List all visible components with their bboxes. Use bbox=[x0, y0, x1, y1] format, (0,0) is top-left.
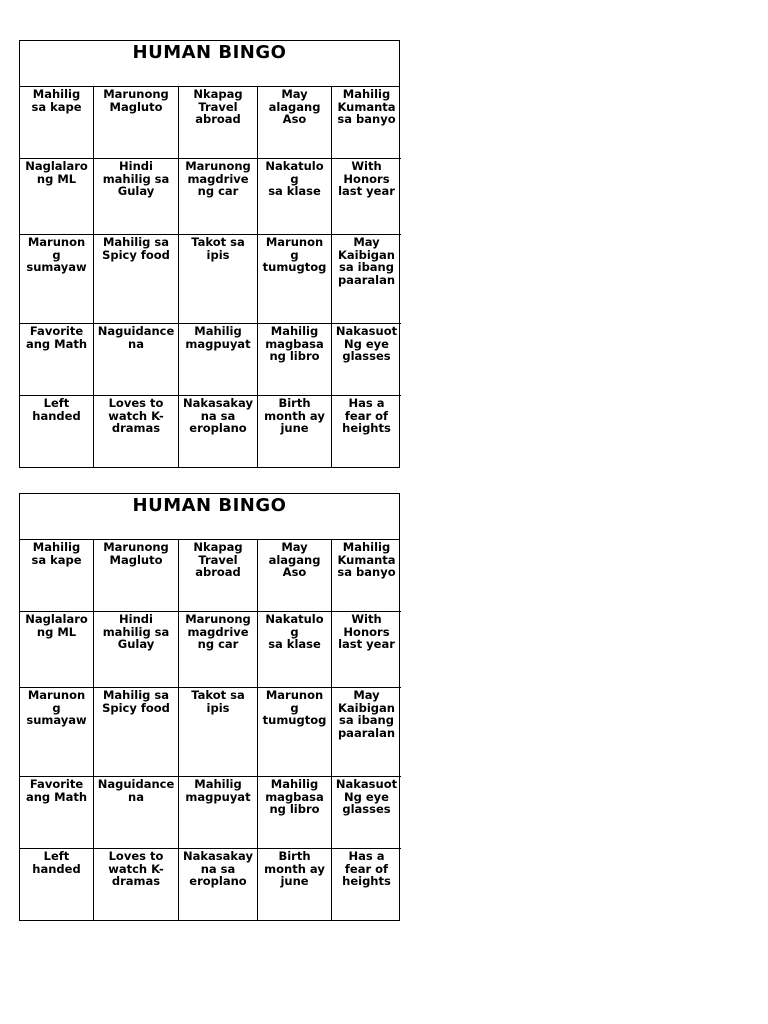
bingo-cell: Loves to watch K- dramas bbox=[94, 396, 179, 467]
bingo-cell: Hindi mahilig sa Gulay bbox=[94, 612, 179, 688]
bingo-cell: Mahilig Kumanta sa banyo bbox=[332, 540, 401, 612]
bingo-cell: With Honors last year bbox=[332, 612, 401, 688]
bingo-cell: Marunong magdrive ng car bbox=[179, 159, 258, 235]
bingo-cell: Nakasakay na sa eroplano bbox=[179, 396, 258, 467]
bingo-grid bbox=[20, 540, 399, 920]
bingo-cell: Nakasuot Ng eye glasses bbox=[332, 324, 401, 396]
bingo-cell: Takot sa ipis bbox=[179, 688, 258, 777]
card-title: HUMAN BINGO bbox=[132, 495, 287, 516]
bingo-cell: Has a fear of heights bbox=[342, 849, 391, 888]
bingo-cell: Birth month ay june bbox=[258, 396, 332, 467]
bingo-cell: Mahilig magbasa ng libro bbox=[258, 324, 332, 396]
bingo-cell: Nakatulo g sa klase bbox=[258, 159, 332, 235]
bingo-cell: Marunon g tumugtog bbox=[258, 235, 332, 324]
card-title: HUMAN BINGO bbox=[132, 42, 287, 63]
bingo-cell: Mahilig magpuyat bbox=[179, 324, 258, 396]
bingo-cell: With Honors last year bbox=[332, 159, 401, 235]
bingo-cell: Naguidance na bbox=[94, 777, 179, 849]
bingo-cell: Mahilig sa kape bbox=[20, 540, 94, 612]
bingo-cell: Nkapag Travel abroad bbox=[179, 87, 258, 159]
bingo-cell: Left handed bbox=[20, 396, 94, 467]
bingo-cell: Hindi mahilig sa Gulay bbox=[94, 159, 179, 235]
bingo-cell: Mahilig sa kape bbox=[20, 87, 94, 159]
bingo-cell: Marunong Magluto bbox=[94, 540, 179, 612]
bingo-cell: Mahilig sa Spicy food bbox=[94, 688, 179, 777]
bingo-cell: Nakasuot Ng eye glasses bbox=[332, 777, 401, 849]
bingo-cell: Naglalaro ng ML bbox=[20, 612, 94, 688]
bingo-cell: Mahilig Kumanta sa banyo bbox=[332, 87, 401, 159]
bingo-cell: Mahilig magbasa ng libro bbox=[258, 777, 332, 849]
bingo-cell: Marunong magdrive ng car bbox=[179, 612, 258, 688]
bingo-cell: Mahilig magpuyat bbox=[179, 777, 258, 849]
bingo-card-2 bbox=[19, 493, 400, 921]
bingo-cell: Mahilig sa Spicy food bbox=[94, 235, 179, 324]
bingo-cell: Marunon g tumugtog bbox=[258, 688, 332, 777]
bingo-cell: Naglalaro ng ML bbox=[20, 159, 94, 235]
bingo-cell: May Kaibigan sa ibang paaralan bbox=[332, 235, 401, 324]
bingo-cell: Favorite ang Math bbox=[20, 777, 94, 849]
card-title-row bbox=[20, 494, 399, 540]
bingo-cell: Loves to watch K- dramas bbox=[94, 849, 179, 920]
bingo-cell: Marunon g sumayaw bbox=[20, 688, 94, 777]
bingo-cell: Nkapag Travel abroad bbox=[179, 540, 258, 612]
bingo-cell: May Kaibigan sa ibang paaralan bbox=[332, 688, 401, 777]
bingo-cell: Takot sa ipis bbox=[179, 235, 258, 324]
bingo-cell: Marunon g sumayaw bbox=[20, 235, 94, 324]
bingo-cell: May alagang Aso bbox=[258, 540, 332, 612]
bingo-card-1 bbox=[19, 40, 400, 468]
bingo-cell: Has a fear of heights bbox=[342, 396, 391, 435]
bingo-cell: Nakatulo g sa klase bbox=[258, 612, 332, 688]
bingo-cell: Birth month ay june bbox=[258, 849, 332, 920]
bingo-cell: Nakasakay na sa eroplano bbox=[179, 849, 258, 920]
bingo-cell: Marunong Magluto bbox=[94, 87, 179, 159]
bingo-cell: May alagang Aso bbox=[258, 87, 332, 159]
bingo-cell: Naguidance na bbox=[94, 324, 179, 396]
card-title-row bbox=[20, 41, 399, 87]
bingo-grid bbox=[20, 87, 399, 467]
bingo-cell: Favorite ang Math bbox=[20, 324, 94, 396]
bingo-cell: Left handed bbox=[20, 849, 94, 920]
